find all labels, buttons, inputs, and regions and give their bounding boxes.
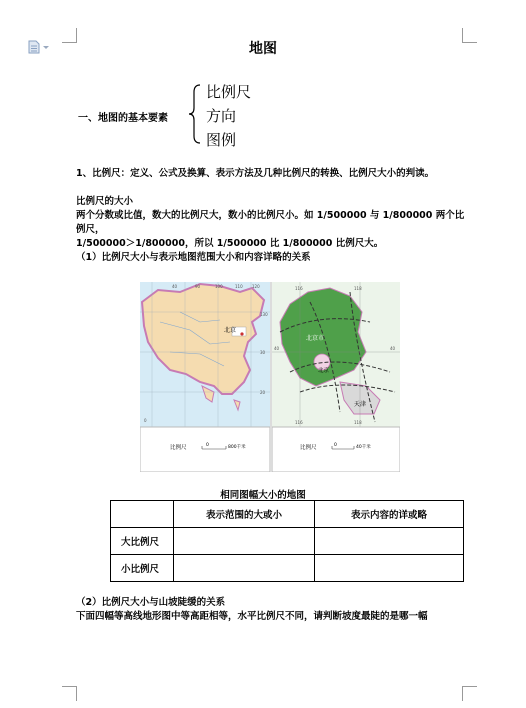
- map-beijing-city-tianjin: 天津: [354, 401, 367, 408]
- table-header-row: [111, 501, 464, 528]
- svg-text:40: 40: [172, 284, 178, 289]
- svg-text:116: 116: [295, 420, 303, 425]
- section1-label: 一、地图的基本要素: [78, 113, 168, 124]
- element-direction: 方向: [206, 107, 237, 125]
- table-cell[interactable]: [315, 555, 464, 582]
- brace: [188, 84, 202, 144]
- map-china: [140, 282, 270, 472]
- svg-text:0: 0: [334, 443, 337, 448]
- svg-text:118: 118: [354, 420, 362, 425]
- svg-text:110: 110: [235, 284, 243, 289]
- paragraph-scale-size-heading: 比例尺的大小: [76, 196, 134, 207]
- scale-comparison-maps: [140, 282, 400, 472]
- map-beijing: [272, 282, 400, 472]
- page-title: 地图: [249, 41, 277, 57]
- map-china-city: 北京: [224, 327, 237, 334]
- svg-text:130: 130: [260, 312, 268, 317]
- map-beijing-scale-label: 比例尺: [300, 445, 317, 451]
- svg-text:20: 20: [260, 390, 266, 395]
- map-beijing-city-main: 北京市: [306, 335, 325, 342]
- table-row-label: 小比例尺: [111, 555, 174, 582]
- map-china-scale-label: 比例尺: [170, 445, 187, 451]
- map-beijing-city-center: 北京: [318, 368, 330, 374]
- map-china-scale-value: 800千米: [228, 445, 246, 450]
- table-row: [111, 555, 464, 582]
- svg-text:0: 0: [144, 418, 147, 423]
- paragraph-scale-relation-heading: （1）比例尺大小与表示地图范围大小和内容详略的关系: [76, 252, 311, 263]
- svg-text:0: 0: [206, 443, 209, 448]
- table-cell[interactable]: [315, 528, 464, 555]
- map-elements-list: [206, 80, 251, 152]
- crop-mark-bottom-right: [462, 686, 477, 701]
- table-row: [111, 528, 464, 555]
- element-scale: 比例尺: [206, 83, 252, 101]
- crop-mark-bottom-left: [62, 686, 77, 701]
- svg-text:90: 90: [195, 284, 201, 289]
- paragraph-scale-example: 1/500000＞1/800000，所以 1/500000 比 1/800000 比例尺大。: [76, 238, 384, 249]
- table-caption: 相同图幅大小的地图: [220, 490, 306, 501]
- paragraph-scale-definition: 1、比例尺：定义、公式及换算、表示方法及几种比例尺的转换、比例尺大小的判读。: [76, 168, 435, 179]
- map-beijing-scale-value: 40千米: [356, 445, 371, 450]
- section2-heading: （2）比例尺大小与山坡陡缓的关系: [76, 597, 226, 608]
- table-cell[interactable]: [174, 555, 315, 582]
- scale-comparison-table: [110, 500, 464, 582]
- svg-text:116: 116: [295, 286, 303, 291]
- table-row-label: 大比例尺: [111, 528, 174, 555]
- paragraph-scale-comparison: 两个分数或比值，数大的比例尺大，数小的比例尺小。如 1/500000 与 1/800000 两个比例尺，: [76, 210, 465, 235]
- table-header-cell: 表示内容的详或略: [315, 501, 464, 528]
- svg-text:120: 120: [252, 284, 260, 289]
- table-header-cell: [111, 501, 174, 528]
- table-cell[interactable]: [174, 528, 315, 555]
- svg-text:30: 30: [260, 350, 266, 355]
- section2-text: 下面四幅等高线地形图中等高距相等，水平比例尺不同，请判断坡度最陡的是哪一幅: [76, 611, 428, 622]
- svg-text:100: 100: [215, 284, 223, 289]
- table-header-cell: 表示范围的大或小: [174, 501, 315, 528]
- svg-text:40: 40: [274, 346, 280, 351]
- element-legend: 图例: [206, 131, 237, 149]
- svg-text:40: 40: [390, 346, 396, 351]
- svg-text:118: 118: [354, 286, 362, 291]
